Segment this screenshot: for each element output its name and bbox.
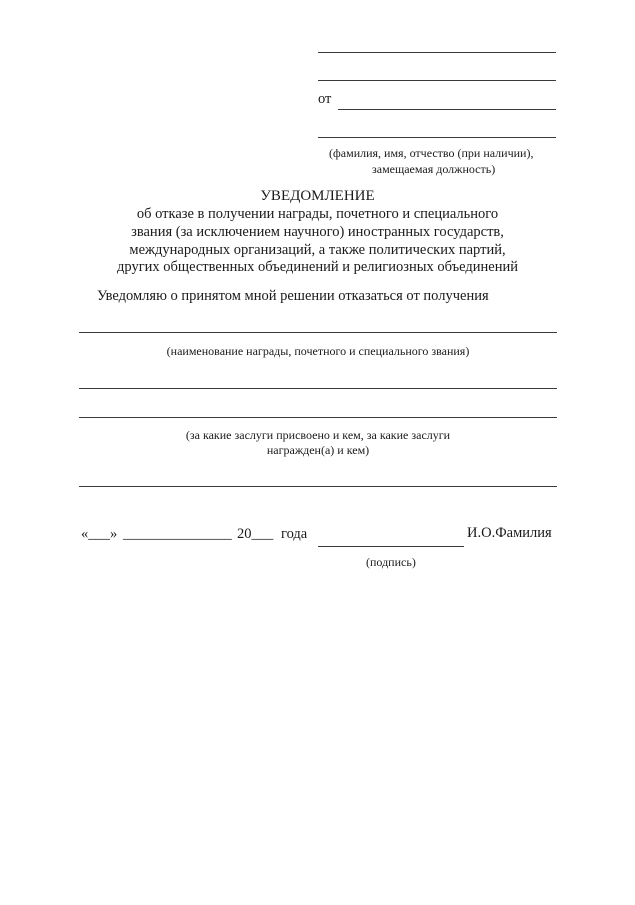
award-caption: (наименование награды, почетного и специального звания) — [166, 344, 470, 358]
intro-text: Уведомляю о принятом мной решении отказаться от получения — [97, 288, 489, 304]
notice-subtitle-line-2: звания (за исключением научного) иностранных государств, — [131, 224, 504, 240]
merit-caption-line-2: награжден(а) и кем) — [266, 443, 370, 457]
notice-subtitle-line-1: об отказе в получении награды, почетного и специального — [136, 206, 499, 222]
date-suffix: года — [281, 526, 308, 542]
header-blank-line-2[interactable] — [318, 80, 556, 81]
signature-line[interactable] — [318, 546, 464, 547]
merit-line-1[interactable] — [79, 388, 557, 389]
notice-heading: УВЕДОМЛЕНИЕ — [260, 188, 375, 204]
header-caption-line-2: замещаемая должность) — [372, 162, 496, 176]
from-label: от — [318, 91, 332, 107]
additional-line[interactable] — [79, 486, 557, 487]
signer-name: И.О.Фамилия — [467, 525, 552, 541]
header-caption-line-1: (фамилия, имя, отчество (при наличии), — [329, 146, 534, 160]
date-day[interactable]: «___» — [81, 526, 118, 542]
header-blank-line-1[interactable] — [318, 52, 556, 53]
from-name-line[interactable] — [338, 109, 556, 110]
date-month[interactable]: _______________ — [123, 526, 232, 542]
award-name-line[interactable] — [79, 332, 557, 333]
notice-subtitle-line-4: других общественных объединений и религиозных объединений — [117, 259, 518, 275]
notice-subtitle-line-3: международных организаций, а также политических партий, — [129, 242, 506, 258]
date-year[interactable]: 20___ — [237, 526, 274, 542]
signature-caption: (подпись) — [366, 555, 416, 569]
merit-line-2[interactable] — [79, 417, 557, 418]
header-blank-line-3[interactable] — [318, 137, 556, 138]
merit-caption-line-1: (за какие заслуги присвоено и кем, за какие заслуги — [185, 428, 451, 442]
